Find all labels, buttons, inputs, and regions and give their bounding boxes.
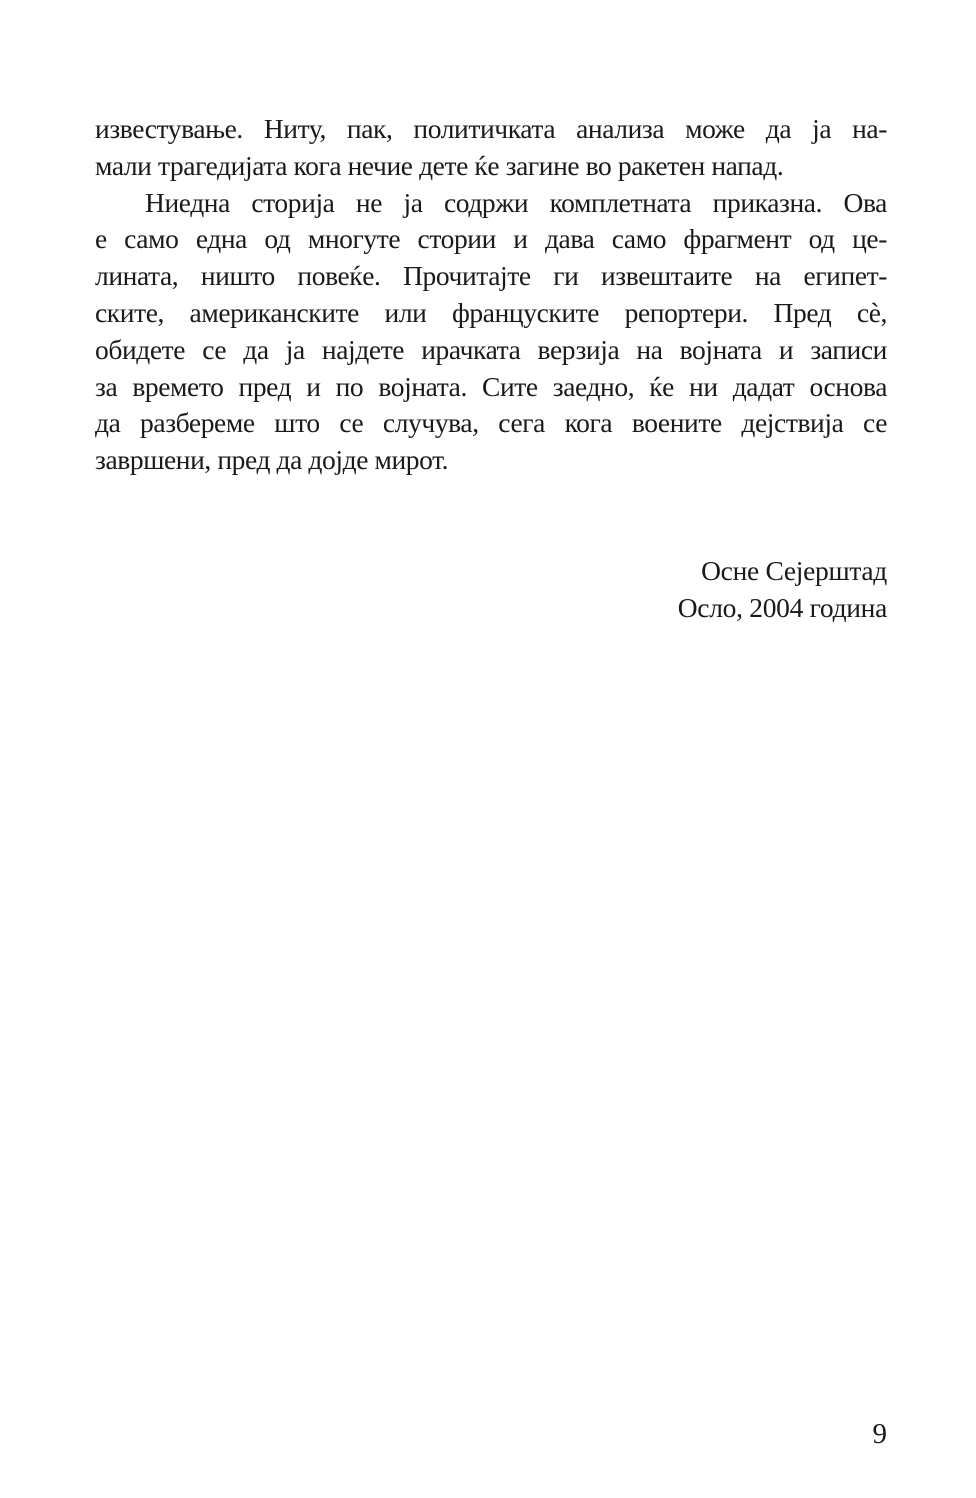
text-line: завршени, пред да дојде мирот. (95, 444, 449, 476)
page-body-text (95, 111, 887, 479)
text-line: известување. Ниту, пак, политичката анализа може да ја на- (95, 113, 887, 144)
text-line: обидете се да ја најдете ирачката верзија на војната и записи (95, 333, 887, 365)
text-line: лината, ништо повеќе. Прочитајте ги извештаите на египет- (95, 260, 887, 292)
signature-author: Осне Сејерштад (701, 555, 887, 586)
text-line: да разбереме што се случува, сега кога воените дејствија се (95, 407, 887, 439)
text-line: ските, американските или француските репортери. Пред сè, (95, 296, 887, 328)
text-line: мали трагедијата кога нечие дете ќе загине во ракетен напад. (95, 149, 784, 181)
signature-block (678, 553, 887, 626)
text-line: за времето пред и по војната. Сите заедно, ќе ни дадат основа (95, 370, 887, 402)
paragraph-1 (95, 111, 887, 185)
page-number: 9 (872, 1418, 887, 1450)
text-line: Ниедна сторија не ја содржи комплетната приказна. Ова (145, 186, 887, 218)
signature-place-date: Осло, 2004 година (677, 591, 887, 623)
text-line: е само една од многуте стории и дава само фрагмент од це- (95, 223, 887, 255)
paragraph-2 (95, 185, 887, 479)
